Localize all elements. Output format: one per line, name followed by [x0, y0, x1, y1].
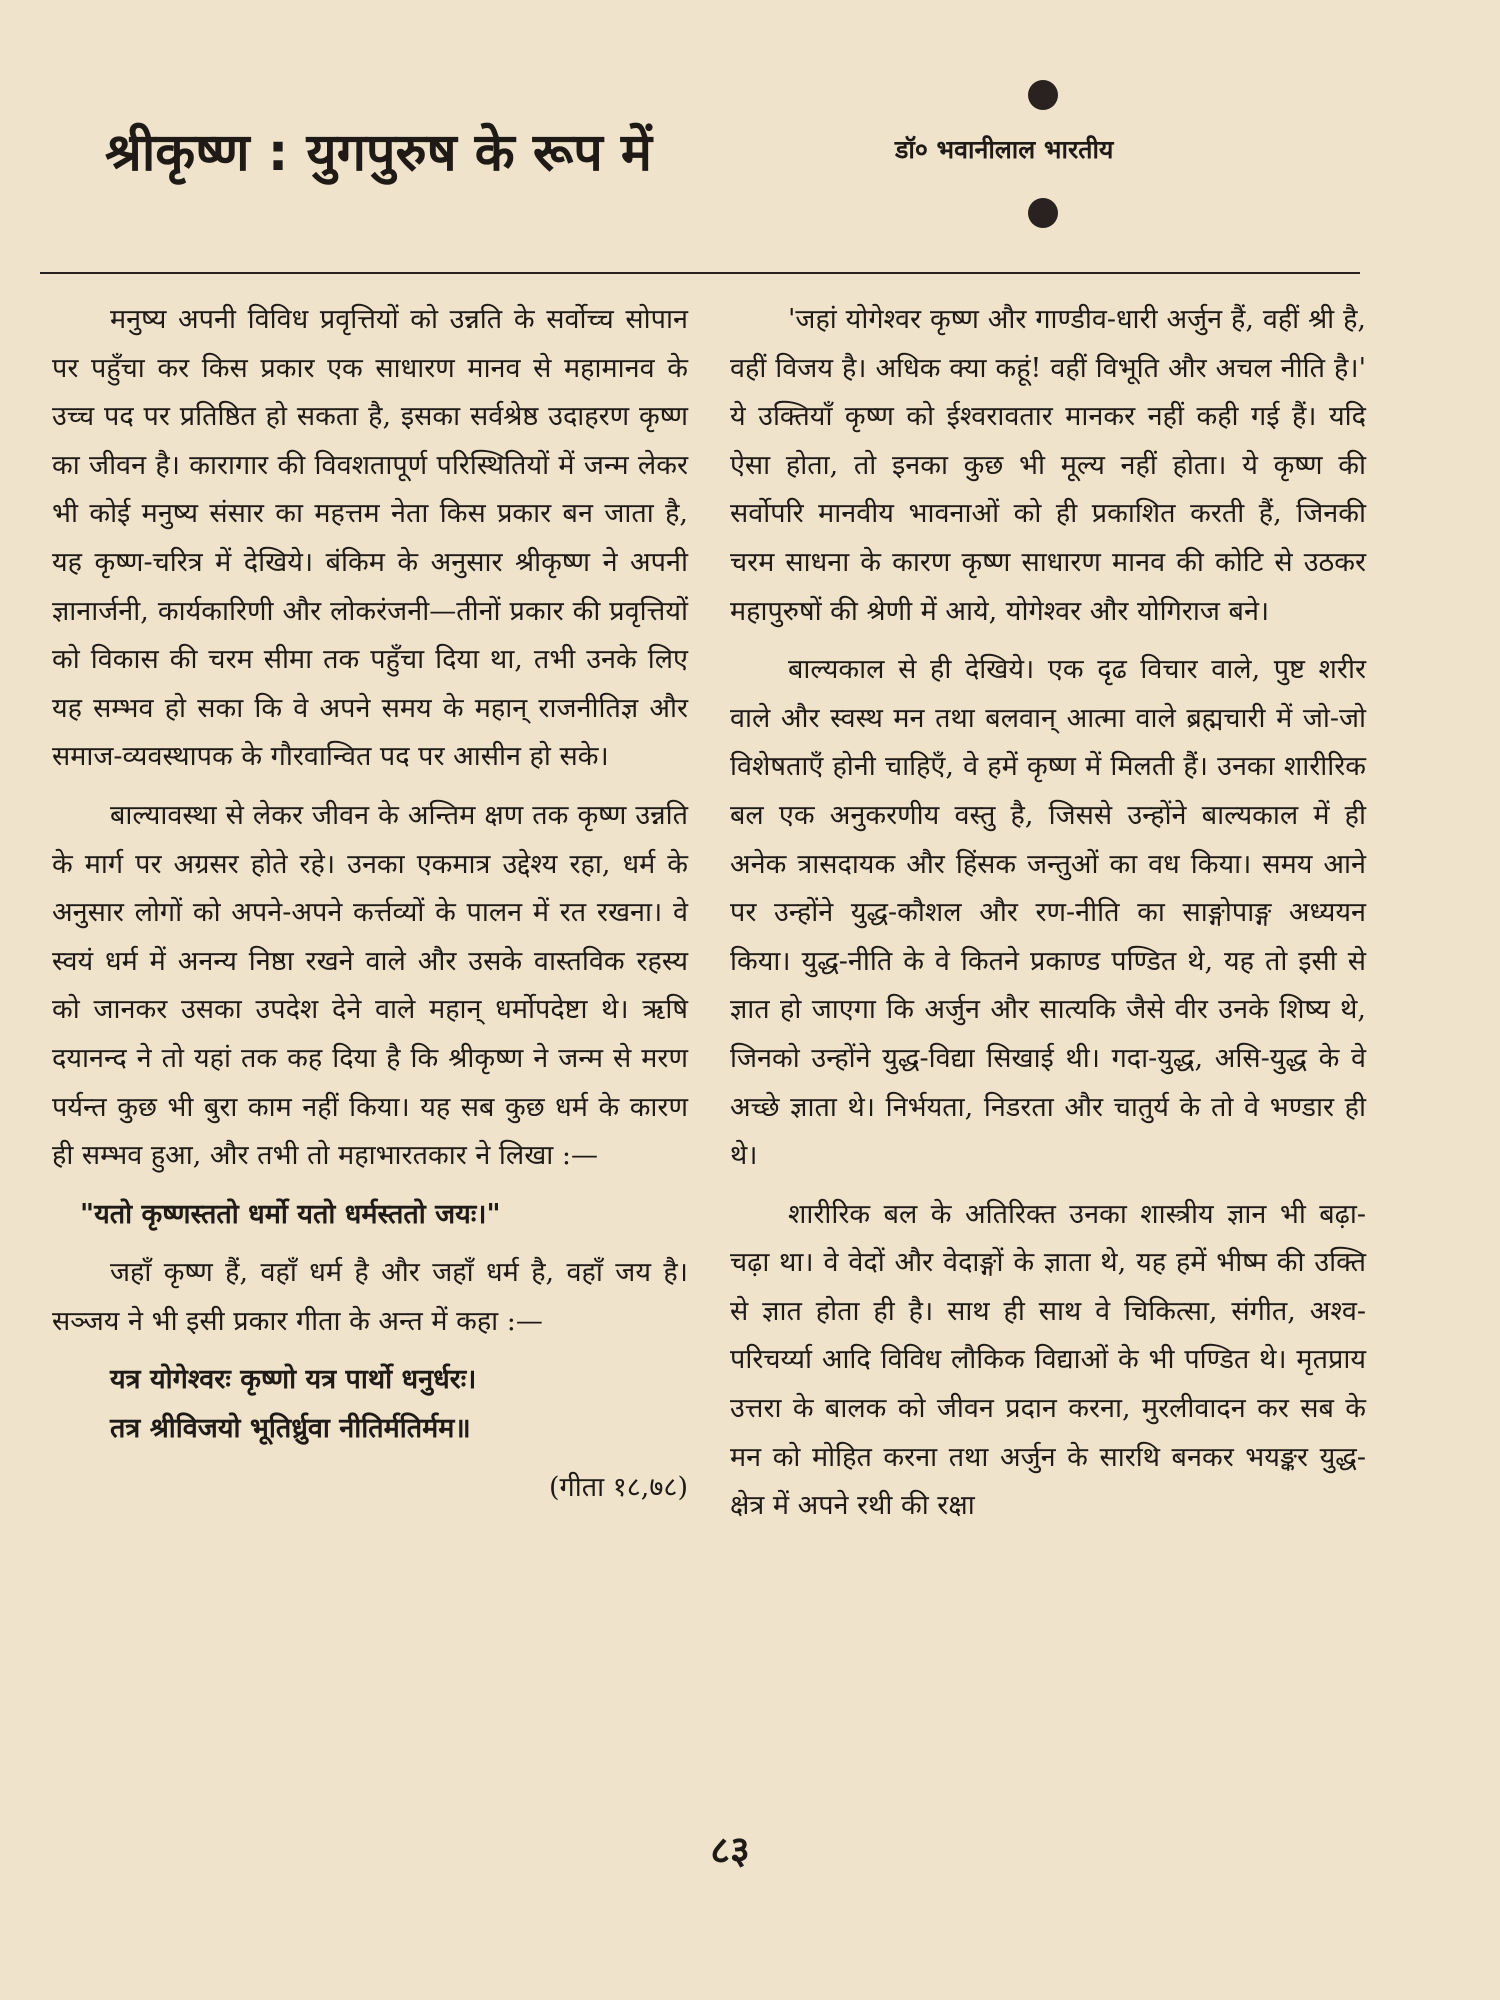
article-title: श्रीकृष्ण : युगपुरुष के रूप में: [105, 123, 652, 183]
gita-verse: [52, 1356, 688, 1453]
gita-verse-line-2: तत्र श्रीविजयो भूतिर्ध्रुवा नीतिर्मतिर्मम॥: [110, 1413, 471, 1445]
page-number: ८३: [710, 1827, 750, 1872]
ornament-dot-bottom: [1028, 198, 1058, 228]
right-paragraph-1: 'जहां योगेश्वर कृष्ण और गाण्डीव-धारी अर्जुन हैं, वहीं श्री है, वहीं विजय है। अधिक क्या कहूं! वहीं विभूति और अचल नीति है।' ये उक्तियाँ कृष्ण को ईश्वरावतार मानकर नहीं कही गई हैं। यदि ऐसा होता, तो इनका कुछ भी मूल्य नहीं होता। ये कृष्ण की सर्वोपरि मानवीय भावनाओं को ही प्रकाशित करती हैं, जिनकी चरम साधना के कारण कृष्ण साधारण मानव की कोटि से उठकर महापुरुषों की श्रेणी में आये, योगेश्वर और योगिराज बने।: [730, 304, 1366, 627]
gita-citation: (गीता १८,७८): [549, 1471, 688, 1503]
header-divider: [40, 272, 1360, 274]
left-column: [52, 296, 688, 1512]
mahabharata-quote: "यतो कृष्णस्ततो धर्मो यतो धर्मस्ततो जयः।": [80, 1198, 501, 1230]
left-paragraph-2: बाल्यावस्था से लेकर जीवन के अन्तिम क्षण तक कृष्ण उन्नति के मार्ग पर अग्रसर होते रहे। उनका एकमात्र उद्देश्य रहा, धर्म के अनुसार लोगों को अपने-अपने कर्त्तव्यों के पालन में रत रखना। वे स्वयं धर्म में अनन्य निष्ठा रखने वाले और उसके वास्तविक रहस्य को जानकर उसका उपदेश देने वाले महान् धर्मोपदेष्टा थे। ऋषि दयानन्द ने तो यहां तक कह दिया है कि श्रीकृष्ण ने जन्म से मरण पर्यन्त कुछ भी बुरा काम नहीं किया। यह सब कुछ धर्म के कारण ही सम्भव हुआ, और तभी तो महाभारतकार ने लिखा :—: [52, 799, 688, 1172]
right-column: [730, 296, 1366, 1541]
author-name: डॉ० भवानीलाल भारतीय: [895, 135, 1114, 164]
ornament-dot-top: [1028, 80, 1058, 110]
right-paragraph-3: शारीरिक बल के अतिरिक्त उनका शास्त्रीय ज्ञान भी बढ़ा-चढ़ा था। वे वेदों और वेदाङ्गों के ज्ञाता थे, यह हमें भीष्म की उक्ति से ज्ञात होता ही है। साथ ही साथ वे चिकित्सा, संगीत, अश्व-परिचर्य्या आदि विविध लौकिक विद्याओं के भी पण्डित थे। मृतप्राय उत्तरा के बालक को जीवन प्रदान करना, मुरलीवादन कर सब के मन को मोहित करना तथा अर्जुन के सारथि बनकर भयङ्कर युद्ध-क्षेत्र में अपने रथी की रक्षा: [730, 1198, 1366, 1522]
left-paragraph-3: जहाँ कृष्ण हैं, वहाँ धर्म है और जहाँ धर्म है, वहाँ जय है। सञ्जय ने भी इसी प्रकार गीता के अन्त में कहा :—: [52, 1257, 688, 1337]
left-paragraph-1: मनुष्य अपनी विविध प्रवृत्तियों को उन्नति के सर्वोच्च सोपान पर पहुँचा कर किस प्रकार एक साधारण मानव से महामानव के उच्च पद पर प्रतिष्ठित हो सकता है, इसका सर्वश्रेष्ठ उदाहरण कृष्ण का जीवन है। कारागार की विवशतापूर्ण परिस्थितियों में जन्म लेकर भी कोई मनुष्य संसार का महत्तम नेता किस प्रकार बन जाता है, यह कृष्ण-चरित्र में देखिये। बंकिम के अनुसार श्रीकृष्ण ने अपनी ज्ञानार्जनी, कार्यकारिणी और लोकरंजनी—तीनों प्रकार की प्रवृत्तियों को विकास की चरम सीमा तक पहुँचा दिया था, तभी उनके लिए यह सम्भव हो सका कि वे अपने समय के महान् राजनीतिज्ञ और समाज-व्यवस्थापक के गौरवान्वित पद पर आसीन हो सके।: [52, 304, 688, 773]
gita-verse-line-1: यत्र योगेश्वरः कृष्णो यत्र पार्थो धनुर्धरः।: [110, 1364, 477, 1396]
right-paragraph-2: बाल्यकाल से ही देखिये। एक दृढ विचार वाले, पुष्ट शरीर वाले और स्वस्थ मन तथा बलवान् आत्मा वाले ब्रह्मचारी में जो-जो विशेषताएँ होनी चाहिएँ, वे हमें कृष्ण में मिलती हैं। उनका शारीरिक बल एक अनुकरणीय वस्तु है, जिससे उन्होंने बाल्यकाल में ही अनेक त्रासदायक और हिंसक जन्तुओं का वध किया। समय आने पर उन्होंने युद्ध-कौशल और रण-नीति का साङ्गोपाङ्ग अध्ययन किया। युद्ध-नीति के वे कितने प्रकाण्ड पण्डित थे, यह तो इसी से ज्ञात हो जाएगा कि अर्जुन और सात्यकि जैसे वीर उनके शिष्य थे, जिनको उन्होंने युद्ध-विद्या सिखाई थी। गदा-युद्ध, असि-युद्ध के वे अच्छे ज्ञाता थे। निर्भयता, निडरता और चातुर्य के तो वे भण्डार ही थे।: [730, 654, 1366, 1172]
